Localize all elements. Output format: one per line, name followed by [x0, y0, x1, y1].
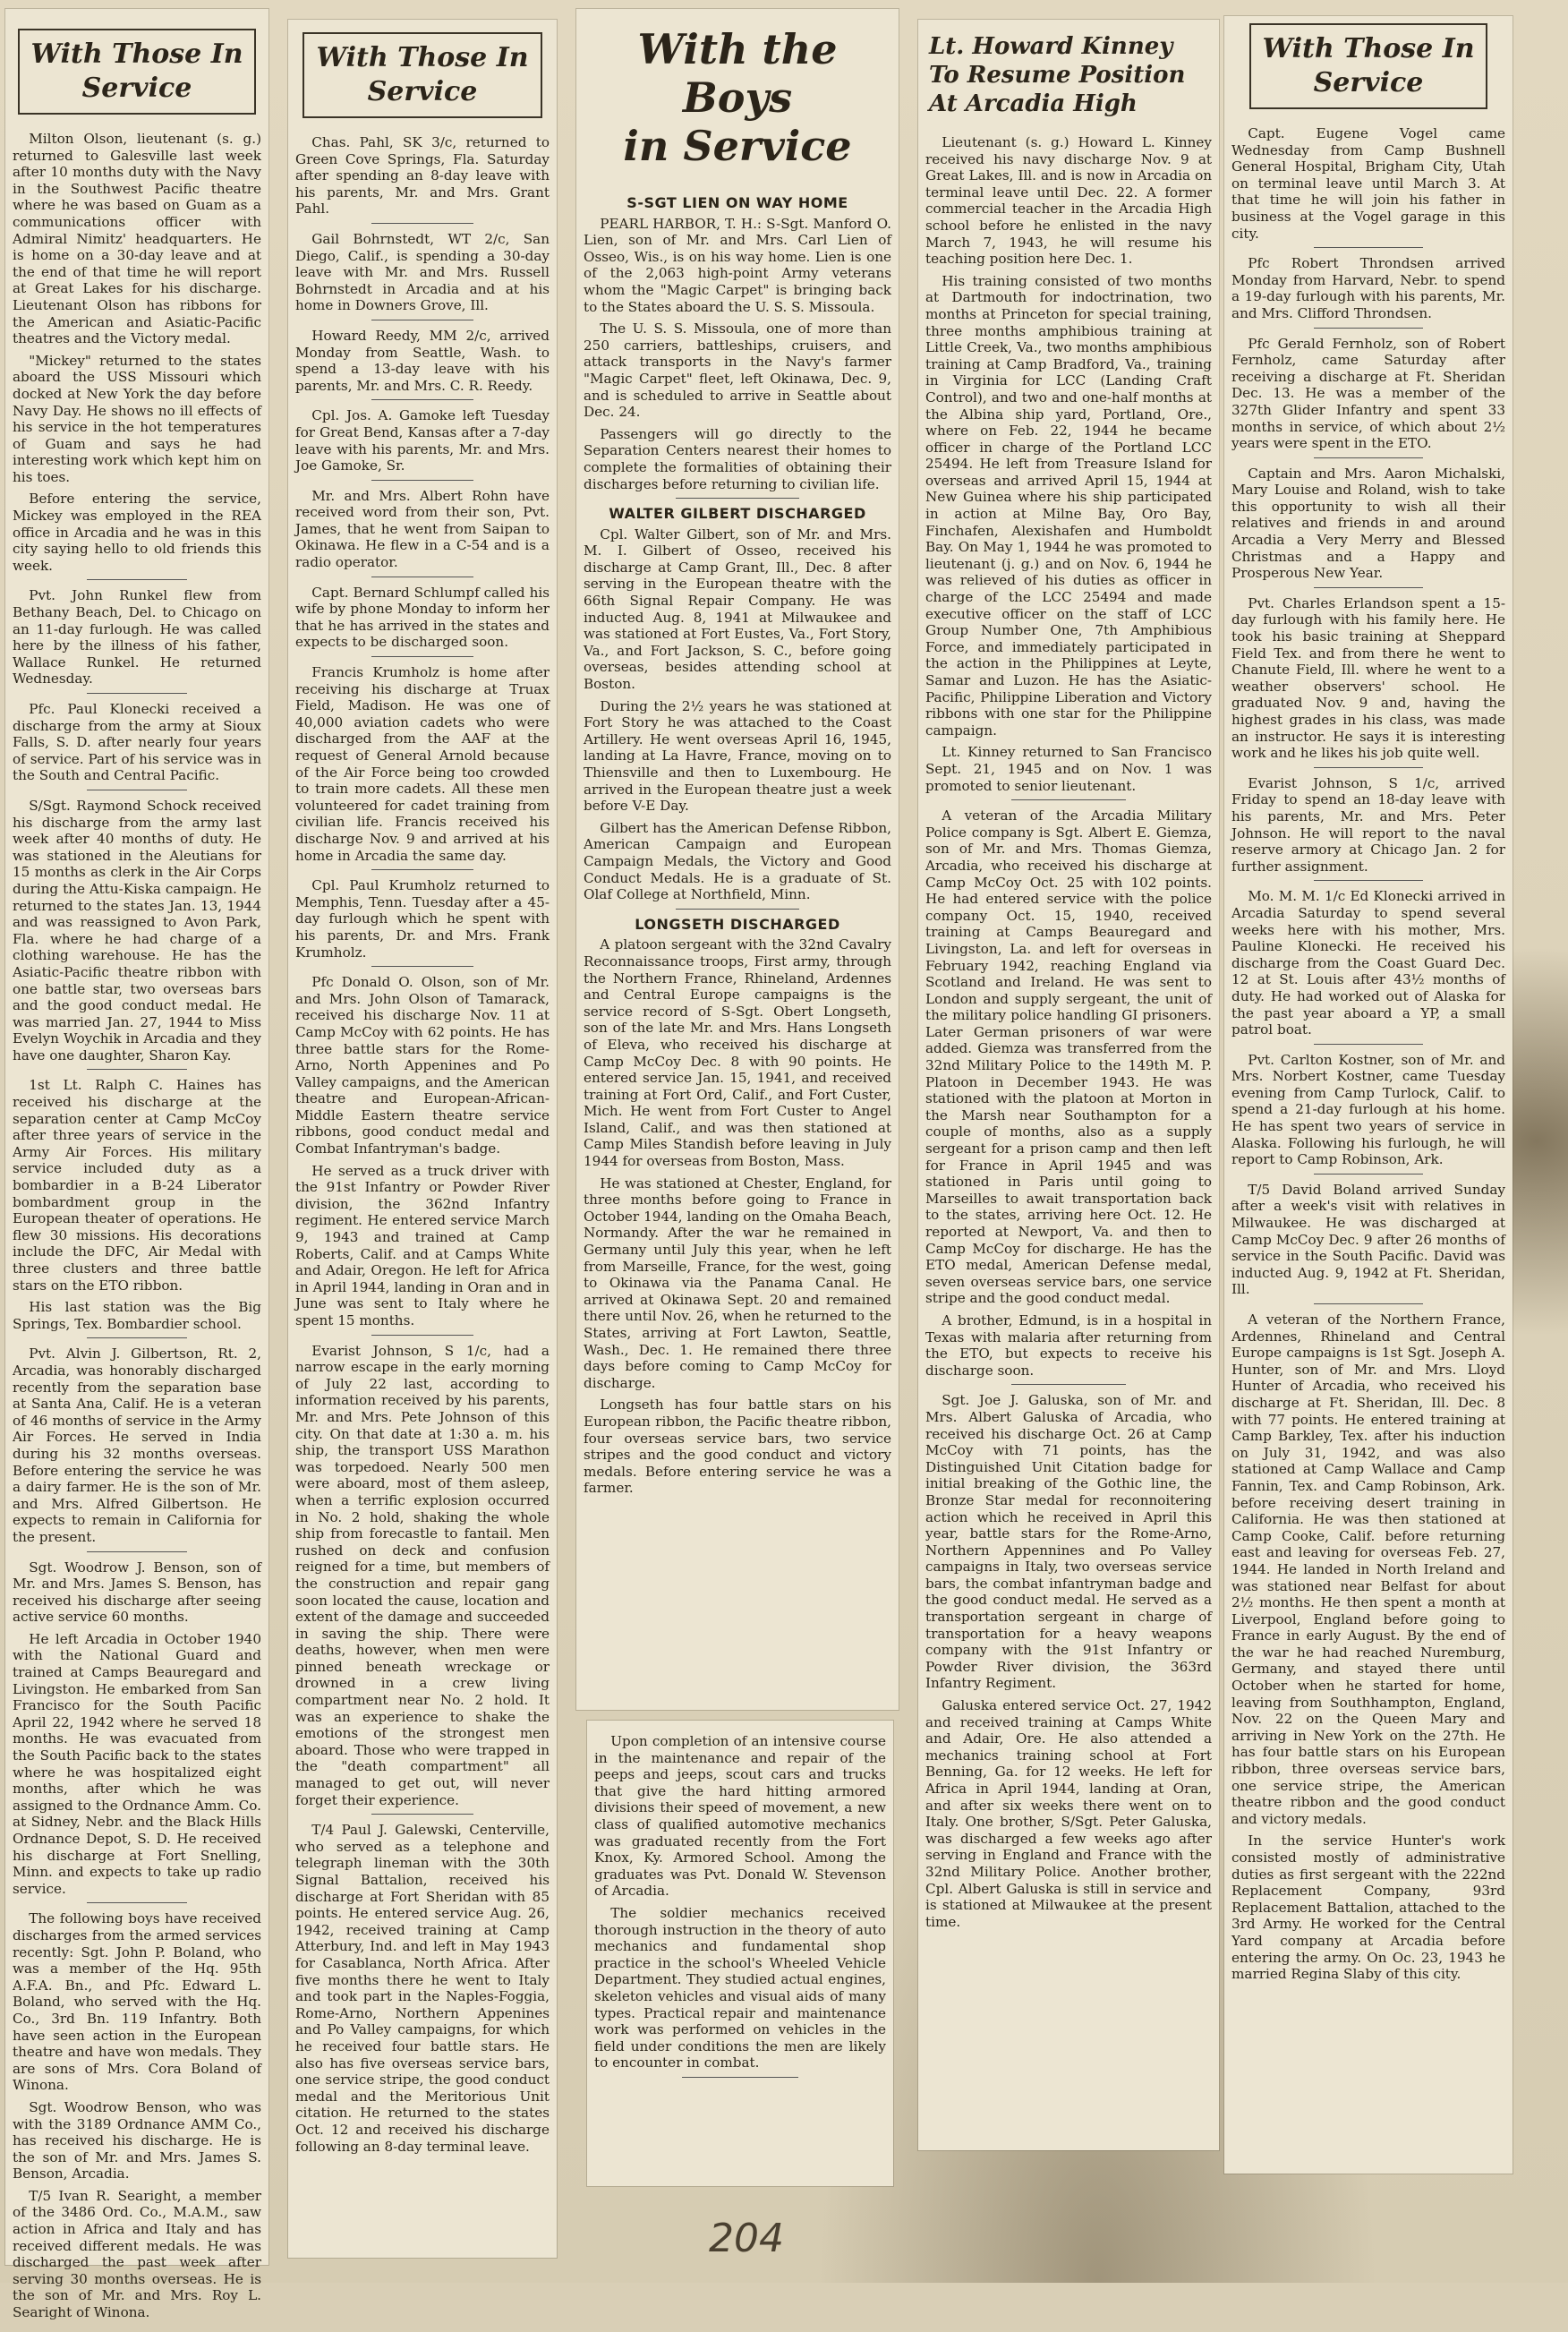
col3-para: Longseth has four battle stars on his European ribbon, the Pacific theatre ribbon, four overseas service bars, two service stripes and the good conduct and victory medals. Before entering service he was a farmer.	[584, 1397, 891, 1497]
col4-header	[924, 25, 1214, 125]
col5-para: Pvt. Charles Erlandson spent a 15-day furlough with his family here. He took his basic training at Sheppard Field Tex. and from there he went to Chanute Field, Ill. where he went to a weather observers' school. He graduated Nov. 9 and, having the highest grades in his class, was made an instructor. He says it is interesting work and he likes his job quite well.	[1231, 594, 1505, 762]
divider	[371, 1814, 473, 1815]
col5-para: Pfc Gerald Fernholz, son of Robert Fernholz, came Saturday after receiving a discharge at Ft. Sheridan Dec. 13. He was a member of the 327th Glider Infantry and spent 33 months in service, of which about 2½ years were spent in the ETO.	[1231, 335, 1505, 452]
col4-para: A veteran of the Arcadia Military Police company is Sgt. Albert E. Giemza, son of Mr. and Mrs. Thomas Giemza, Arcadia, who received his discharge at Camp McCoy Oct. 25 with 102 points. He had entered service with the police company Oct. 15, 1940, received training at Camps Beauregard and Livingston, La. and left for overseas in February 1942, reaching England via Scotland and Ireland. He was sent to London and supply sergeant, the unit of the military police handling GI prisoners. Later German prisoners of war were added. Giemza was transferred from the 32nd Military Police to the 149th M. P. Platoon in December 1943. He was stationed with the platoon at Morton in the Marsh near Southampton for a couple of months, also as a supply sergeant for a prison camp and then left for France in April 1945 and was stationed in Paris until going to Marseilles to await transportation back to the states, arriving here Oct. 12. He reported at Newport, Va. and then to Camp McCoy for discharge. He has the ETO medal, American Defense medal, seven overseas service bars, one service stripe and the good conduct medal.	[925, 807, 1212, 1307]
col1-para: S/Sgt. Raymond Schock received his discharge from the army last week after 40 months of duty. He was stationed in the Aleutians for 15 months as clerk in the Air Corps during the Attu-Kiska campaign. He returned to the states Jan. 13, 1944 and was reassigned to Avon Park, Fla. where he had charge of a clothing warehouse. He has the Asiatic-Pacific theatre ribbon with one battle star, two overseas bars and the good conduct medal. He was married Jan. 27, 1944 to Miss Evelyn Woychik in Arcadia and they have one daughter, Sharon Kay.	[13, 797, 261, 1063]
col1-para: Sgt. Woodrow Benson, who was with the 3189 Ordnance AMM Co., has received his discharge. He is the son of Mr. and Mrs. James S. Benson, Arcadia.	[13, 2098, 261, 2183]
col3-header-line2: in Service	[623, 122, 852, 170]
col1-header-line2: Service	[81, 73, 192, 104]
col2-para: Mr. and Mrs. Albert Rohn have received word from their son, Pvt. James, that he went from Saipan to Okinawa. He flew in a C-54 and is a radio operator.	[295, 487, 550, 571]
col2-para: He served as a truck driver with the 91st Infantry or Powder River division, the 362nd Infantry regiment. He entered service March 9, 1943 and trained at Camp Roberts, Calif. and at Camps White and Adair, Oregon. He left for Africa in April 1944, landing in Oran and in June was sent to Italy where he spent 15 months.	[295, 1162, 550, 1328]
divider	[1314, 1174, 1423, 1175]
col1-para: Milton Olson, lieutenant (s. g.) returned to Galesville last week after 10 months duty with the Navy in the Southwest Pacific theatre where he was based on Guam as a communications officer with Admiral Nimitz' headquarters. He is home on a 30-day leave and at the end of that time he will report at Great Lakes for his discharge. Lieutenant Olson has ribbons for the American and Asiatic-Pacific theatres and the Victory medal.	[13, 131, 261, 347]
col4-para: Lieutenant (s. g.) Howard L. Kinney received his navy discharge Nov. 9 at Great Lakes, Ill. and is now in Arcadia on terminal leave until Dec. 22. A former commercial teacher in the Arcadia High school before he enlisted in the navy March 7, 1943, he will resume his teaching position here Dec. 1.	[925, 134, 1212, 268]
col2-para: Cpl. Paul Krumholz returned to Memphis, Tenn. Tuesday after a 45-day furlough which he spent with his parents, Dr. and Mrs. Frank Krumholz.	[295, 877, 550, 961]
clipping-col3-bottom	[587, 1721, 893, 2186]
divider	[371, 966, 473, 967]
divider	[371, 656, 473, 657]
col5-header	[1249, 23, 1487, 109]
col3-header	[584, 18, 891, 177]
col2-header-line2: Service	[367, 76, 478, 107]
col1-para: T/5 Ivan R. Searight, a member of the 3486 Ord. Co., M.A.M., saw action in Africa and Italy and has received different medals. He was discharged the past week after serving 30 months overseas. He is the son of Mr. and Mrs. Roy L. Searight of Winona.	[13, 2187, 261, 2321]
divider	[1011, 799, 1126, 800]
divider	[1314, 587, 1423, 588]
divider	[371, 869, 473, 870]
divider	[1314, 247, 1423, 248]
col1-header-line1: With Those In	[30, 38, 243, 70]
divider	[676, 498, 799, 499]
col3-para: Gilbert has the American Defense Ribbon, American Campaign and European Campaign Medals, the Victory and Good Conduct Medals. He is a graduate of St. Olaf College at Northfield, Minn.	[584, 819, 891, 903]
col3-para: Passengers will go directly to the Separation Centers nearest their homes to complete the formalities of obtaining their discharges before returning to civilian life.	[584, 425, 891, 492]
divider	[1011, 1384, 1126, 1385]
col5-para: In the service Hunter's work consisted mostly of administrative duties as first sergeant with the 222nd Replacement Company, 93rd Replacement Battalion, attached to the 3rd Army. He worked for the Central Yard company at Arcadia before entering the army. On Oc. 23, 1943 he married Regina Slaby of this city.	[1231, 1832, 1505, 1983]
col2-para: Francis Krumholz is home after receiving his discharge at Truax Field, Madison. He was one of 40,000 aviation cadets who were discharged from the AAF at the request of General Arnold because of the Air Force being too crowded to train more cadets. All these men volunteered for cadet training from civilian life. Francis received his discharge Nov. 9 and arrived at his home in Arcadia the same day.	[295, 664, 550, 864]
divider	[676, 909, 799, 910]
clipping-col2	[288, 20, 557, 2258]
col5-header-line2: Service	[1313, 67, 1424, 98]
clipping-col3	[576, 9, 899, 1710]
col4-header-line3: At Arcadia High	[929, 90, 1138, 117]
col1-para: Before entering the service, Mickey was employed in the REA office in Arcadia and he was in this city saying hello to old friends this week.	[13, 491, 261, 574]
col1-para: 1st Lt. Ralph C. Haines has received his discharge at the separation center at Camp McCoy after three years of service in the Army Air Forces. His military service included duty as a bombardier in a B-24 Liberator bombardment group in the European theater of operations. He flew 30 missions. His decorations include the DFC, Air Medal with three clusters and three battle stars on the ETO ribbon.	[13, 1077, 261, 1294]
divider	[87, 693, 186, 694]
col4-body	[918, 129, 1219, 1941]
col1-para: His last station was the Big Springs, Tex. Bombardier school.	[13, 1299, 261, 1332]
col5-para: Evarist Johnson, S 1/c, arrived Friday to spend an 18-day leave with his parents, Mr. and Mrs. Peter Johnson. He will report to the naval reserve armory at Chicago Jan. 2 for further assignment.	[1231, 774, 1505, 875]
col2-para: Capt. Bernard Schlumpf called his wife by phone Monday to inform her that he has arrived in the states and expects to be discharged soon.	[295, 584, 550, 651]
divider	[371, 399, 473, 400]
col1-para: Sgt. Woodrow J. Benson, son of Mr. and Mrs. James S. Benson, has received his discharge after seeing active service 60 months.	[13, 1559, 261, 1626]
col3-header-line1: With the Boys	[637, 25, 838, 122]
col4-header-line1: Lt. Howard Kinney	[929, 33, 1173, 60]
divider	[87, 579, 186, 580]
story-title: S-SGT LIEN ON WAY HOME	[626, 194, 848, 211]
divider	[371, 223, 473, 224]
col2-header	[303, 32, 542, 118]
divider	[87, 1069, 186, 1070]
col1-para: Pfc. Paul Klonecki received a discharge from the army at Sioux Falls, S. D. after nearly four years of service. Part of his service was in the South and Central Pacific.	[13, 701, 261, 784]
col3b-para: The soldier mechanics received thorough instruction in the theory of auto mechanics and fundamental shop practice in the school's Wheeled Vehicle Department. They studied actual engines, skeleton vehicles and visual aids of many types. Practical repair and maintenance work was performed on vehicles in the field under conditions the men are likely to encounter in combat.	[594, 1904, 886, 2071]
col5-para: Mo. M. M. 1/c Ed Klonecki arrived in Arcadia Saturday to spend several weeks here with his mother, Mrs. Pauline Klonecki. He received his discharge from the Coast Guard Dec. 12 at St. Louis after 43½ months of duty. He had worked out of Alaska for the past year aboard a YP, a small patrol boat.	[1231, 888, 1505, 1038]
divider	[87, 1902, 186, 1903]
col1-body	[5, 125, 268, 2332]
divider	[1314, 880, 1423, 881]
col5-para: T/5 David Boland arrived Sunday after a week's visit with relatives in Milwaukee. He was discharged at Camp McCoy Dec. 9 after 26 months of service in the South Pacific. David was inducted Aug. 9, 1942 at Ft. Sheridan, Ill.	[1231, 1181, 1505, 1298]
divider	[371, 1335, 473, 1336]
col2-para: Cpl. Jos. A. Gamoke left Tuesday for Great Bend, Kansas after a 7-day leave with his parents, Mr. and Mrs. Joe Gamoke, Sr.	[295, 407, 550, 474]
col4-para: His training consisted of two months at Dartmouth for indoctrination, two months at Princeton for special training, three months amphibious training at Little Creek, Va., two months amphibious training at Camp Bradford, Va., training in Virginia for LCC (Landing Craft Control), and two and one-half months at the Albina ship yard, Portland, Ore., where on Feb. 22, 1944 he became officer in charge of the Portland LCC 25494. He left from Treasure Island for overseas and arrived April 15, 1944 at New Guinea where his ship participated in action at Milne Bay, Oro Bay, Finchafen, Alexishafen and Humboldt Bay. On May 1, 1944 he was promoted to lieutenant (j. g.) and on Nov. 6, 1944 he was relieved of his duties as officer in charge of the LCC 25494 and made executive officer on the staff of LCC Group Number One, 7th Amphibious Force, and immediately participated in the action in the Philippines at Leyte, Samar and Luzon. He has the Asiatic-Pacific, Philippine Liberation and Victory ribbons with one star for the Philippine campaign.	[925, 272, 1212, 739]
col1-header	[18, 29, 256, 115]
col1-para: Pvt. John Runkel flew from Bethany Beach, Del. to Chicago on an 11-day furlough. He was called here by the illness of his father, Wallace Runkel. He returned Wednesday.	[13, 587, 261, 688]
col3b-para: Upon completion of an intensive course in the maintenance and repair of the peeps and jeeps, scout cars and trucks that give the hard hitting armored divisions their speed of movement, a new class of qualified automotive mechanics was graduated recently from the Fort Knox, Ky. Armored School. Among the graduates was Pvt. Donald W. Stevenson of Arcadia.	[594, 1733, 886, 1900]
divider	[87, 1551, 186, 1552]
col4-para: Galuska entered service Oct. 27, 1942 and received training at Camps White and Adair, Ore. He also attended a mechanics training school at Fort Benning, Ga. for 12 weeks. He left for Africa in April 1944, landing at Oran, and after six weeks there went on to Italy. One brother, S/Sgt. Peter Galuska, was discharged a few weeks ago after serving in England and France with the 32nd Military Police. Another brother, Cpl. Albert Galuska is still in service and is stationed at Milwaukee at the present time.	[925, 1697, 1212, 1930]
col2-header-line1: With Those In	[316, 42, 529, 73]
divider	[1314, 457, 1423, 458]
col3-para: He was stationed at Chester, England, for three months before going to France in October 1944, landing on the Omaha Beach, Normandy. After the war he remained in Germany until July this year, when he left from Marseille, France, for the west, going to Okinawa via the Panama Canal. He arrived at Okinawa Sept. 20 and remained there until Nov. 26, when he returned to the States, arriving at Fort Lawton, Seattle, Wash., Dec. 1. He remained there three days before coming to Camp McCoy for discharge.	[584, 1175, 891, 1391]
page-number: 204	[709, 2216, 784, 2261]
col1-para: "Mickey" returned to the states aboard the USS Missouri which docked at New York the day before Navy Day. He shows no ill effects of his service in the hot temperatures of Guam and says he had interesting work which kept him on his toes.	[13, 352, 261, 485]
col2-para: Evarist Johnson, S 1/c, had a narrow escape in the early morning of July 22 last, according to information received by his parents, Mr. and Mrs. Pete Johnson of this city. On that date at 1:30 a. m. his ship, the transport USS Marathon was torpedoed. Nearly 500 men were aboard, most of them asleep, when a terrific explosion occurred in No. 2 hold, shaking the whole ship from forecastle to fantail. Men rushed on deck and confusion reigned for a time, but members of the construction and repair gang soon located the cause, location and extent of the damage and succeeded in saving the ship. There were deaths, however, when men were pinned beneath wreckage or drowned in a crew living compartment near No. 2 hold. It was an experience to shake the emotions of the strongest men aboard. Those who were trapped in the "death compartment" all managed to get out, will never forget their experience.	[295, 1342, 550, 1808]
col3-para: During the 2½ years he was stationed at Fort Story he was attached to the Coast Artillery. He went overseas April 16, 1945, landing at La Havre, France, moving on to Thiensville and then to Luxembourg. He arrived in the European theatre just a week before V-E Day.	[584, 697, 891, 815]
divider	[682, 2077, 798, 2078]
col2-para: Gail Bohrnstedt, WT 2/c, San Diego, Calif., is spending a 30-day leave with Mr. and Mrs. Russell Bohrnstedt in Arcadia and at his home in Downers Grove, Ill.	[295, 230, 550, 314]
divider	[1314, 1303, 1423, 1304]
col2-para: T/4 Paul J. Galewski, Centerville, who served as a telephone and telegraph lineman with the 30th Signal Battalion, received his discharge at Fort Sheridan with 85 points. He entered service Aug. 26, 1942, received training at Camp Atterbury, Ind. and left in May 1943 for Casablanca, North Africa. After five months there he went to Italy and took part in the Naples-Foggia, Rome-Arno, Northern Appenines and Po Valley campaigns, for which he received four battle stars. He also has five overseas service bars, one service stripe, the good conduct medal and the Meritorious Unit citation. He returned to the states Oct. 12 and received his discharge following an 8-day terminal leave.	[295, 1822, 550, 2155]
col4-para: Lt. Kinney returned to San Francisco Sept. 21, 1945 and on Nov. 1 was promoted to senior lieutenant.	[925, 744, 1212, 794]
divider	[1314, 1044, 1423, 1045]
col1-para: The following boys have received discharges from the armed services recently: Sgt. John P. Boland, who was a member of the Hq. 95th A.F.A. Bn., and Pfc. Edward L. Boland, who served with the Hq. Co., 3rd Bn. 119 Infantry. Both have seen action in the European theatre and have won medals. They are sons of Mrs. Cora Boland of Winona.	[13, 1910, 261, 2094]
col3b-body	[587, 1728, 893, 2090]
col5-para: A veteran of the Northern France, Ardennes, Rhineland and Central Europe campaigns is 1st Sgt. Joseph A. Hunter, son of Mr. and Mrs. Lloyd Hunter of Arcadia, who received his discharge at Ft. Sheridan, Ill. Dec. 8 with 77 points. He entered training at Camp Barkley, Tex. after his induction on July 31, 1942, and was also stationed at Camp Wallace and Camp Fannin, Tex. and Camp Robinson, Ark. before receiving desert training in California. He was then stationed at Camp Cooke, Calif. before returning east and leaving for overseas Feb. 27, 1944. He landed in North Ireland and was stationed near Belfast for about 2½ months. He then spent a month at Liverpool, England before going to France in early August. By the end of the war he had reached Nuremburg, Germany, and stayed there until October when he started for home, leaving from Southhampton, England, Nov. 22 on the Queen Mary and arriving in New York on the 27th. He has four battle stars on his European ribbon, three overseas service bars, one service stripe, the American theatre ribbon and the good conduct and victory medals.	[1231, 1311, 1505, 1827]
col3-para: A platoon sergeant with the 32nd Cavalry Reconnaissance troops, First army, through the Northern France, Rhineland, Ardennes and Central Europe campaigns is the service record of S-Sgt. Obert Longseth, son of the late Mr. and Mrs. Hans Longseth of Eleva, who received his discharge at Camp McCoy Dec. 8 with 90 points. He entered service Jan. 15, 1941, and received training at Fort Ord, Calif., and Fort Custer, Mich. He went from Fort Custer to Angel Island, Calif., and was then stationed at Camp Miles Standish before leaving in July 1944 for overseas from Boston, Mass.	[584, 936, 891, 1170]
col5-body	[1224, 120, 1513, 1994]
col2-para: Chas. Pahl, SK 3/c, returned to Green Cove Springs, Fla. Saturday after spending an 8-day leave with his parents, Mr. and Mrs. Grant Pahl.	[295, 134, 550, 218]
col5-para: Captain and Mrs. Aaron Michalski, Mary Louise and Roland, wish to take this opportunity to wish all their relatives and friends in and around Arcadia a Very Merry and Blessed Christmas and a Happy and Prosperous New Year.	[1231, 465, 1505, 582]
col2-body	[288, 129, 557, 2165]
col4-para: A brother, Edmund, is in a hospital in Texas with malaria after returning from the ETO, but expects to receive his discharge soon.	[925, 1311, 1212, 1379]
col3-para: PEARL HARBOR, T. H.: S-Sgt. Manford O. Lien, son of Mr. and Mrs. Carl Lien of Osseo, Wis., is on his way home. Lien is one of the 2,063 high-point Army veterans whom the "Magic Carpet" is bringing back to the States aboard the U. S. S. Missoula.	[584, 215, 891, 315]
col5-para: Capt. Eugene Vogel came Wednesday from Camp Bushnell General Hospital, Brigham City, Utah on terminal leave until March 3. At that time he will join his father in business at the Vogel garage in this city.	[1231, 125, 1505, 242]
col4-para: Sgt. Joe J. Galuska, son of Mr. and Mrs. Albert Galuska of Arcadia, who received his discharge Oct. 26 at Camp McCoy with 71 points, has the Distinguished Unit Citation badge for initial breaking of the Gothic line, the Bronze Star medal for reconnoitering action which he received in April this year, battle stars for the Rome-Arno, Northern Appennines and Po Valley campaigns in Italy, two overseas service bars, the combat infantryman badge and the good conduct medal. He served as a transportation sergeant in charge of transportation for a heavy weapons company with the 91st Infantry or Powder River division, the 363rd Infantry Regiment.	[925, 1392, 1212, 1692]
col2-para: Howard Reedy, MM 2/c, arrived Monday from Seattle, Wash. to spend a 13-day leave with his parents, Mr. and Mrs. C. R. Reedy.	[295, 327, 550, 394]
clipping-col5	[1224, 16, 1513, 2174]
divider	[371, 480, 473, 481]
col1-para: Pvt. Alvin J. Gilbertson, Rt. 2, Arcadia, was honorably discharged recently from the separation base at Santa Ana, Calif. He is a veteran of 46 months of service in the Army Air Forces. He served in India during his 32 months overseas. Before entering the service he was a dairy farmer. He is the son of Mr. and Mrs. Alfred Gilbertson. He expects to remain in California for the present.	[13, 1345, 261, 1545]
col5-para: Pfc Robert Throndsen arrived Monday from Harvard, Nebr. to spend a 19-day furlough with his parents, Mr. and Mrs. Clifford Throndsen.	[1231, 255, 1505, 321]
divider	[1314, 767, 1423, 768]
col3-para: Cpl. Walter Gilbert, son of Mr. and Mrs. M. I. Gilbert of Osseo, received his discharge at Camp Grant, Ill., Dec. 8 after serving in the European theatre with the 66th Signal Repair Company. He was inducted Aug. 8, 1941 at Milwaukee and was stationed at Fort Eustes, Va., Fort Story, Va., and Fort Jackson, S. C., before going overseas, besides attending school at Boston.	[584, 525, 891, 693]
clipping-col1	[5, 9, 268, 2321]
story-title: LONGSETH DISCHARGED	[635, 915, 840, 933]
col5-header-line1: With Those In	[1262, 33, 1475, 64]
clipping-col4	[918, 20, 1219, 2150]
col3-para: The U. S. S. Missoula, one of more than 250 carriers, battleships, cruisers, and attack transports in the Navy's farmer "Magic Carpet" fleet, left Okinawa, Dec. 9, and is scheduled to arrive in Seattle about Dec. 24.	[584, 320, 891, 421]
divider	[1314, 328, 1423, 329]
col1-para: He left Arcadia in October 1940 with the National Guard and trained at Camps Beauregard and Livingston. He embarked from San Francisco for the South Pacific April 22, 1942 where he served 18 months. He was evacuated from the South Pacific back to the states where he was hospitalized eight months, after which he was assigned to the Ordnance Amm. Co. at Sidney, Nebr. and the Black Hills Ordnance Depot, S. D. He received his discharge at Fort Snelling, Minn. and expects to take up radio service.	[13, 1630, 261, 1897]
col3-body	[576, 183, 899, 1508]
col4-header-line2: To Resume Position	[929, 62, 1186, 89]
col2-para: Pfc Donald O. Olson, son of Mr. and Mrs. John Olson of Tamarack, received his discharge Nov. 11 at Camp McCoy with 62 points. He has three battle stars for the Rome-Arno, North Appenines and Po Valley campaigns, and the American theatre and European-African-Middle Eastern theatre service ribbons, good conduct medal and Combat Infantryman's badge.	[295, 974, 550, 1157]
story-title: WALTER GILBERT DISCHARGED	[609, 505, 866, 523]
divider	[87, 1337, 186, 1338]
col5-para: Pvt. Carlton Kostner, son of Mr. and Mrs. Norbert Kostner, came Tuesday evening from Camp Turlock, Calif. to spend a 21-day furlough at his home. He has spent two years of service in Alaska. Following his furlough, he will report to Camp Robinson, Ark.	[1231, 1051, 1505, 1168]
